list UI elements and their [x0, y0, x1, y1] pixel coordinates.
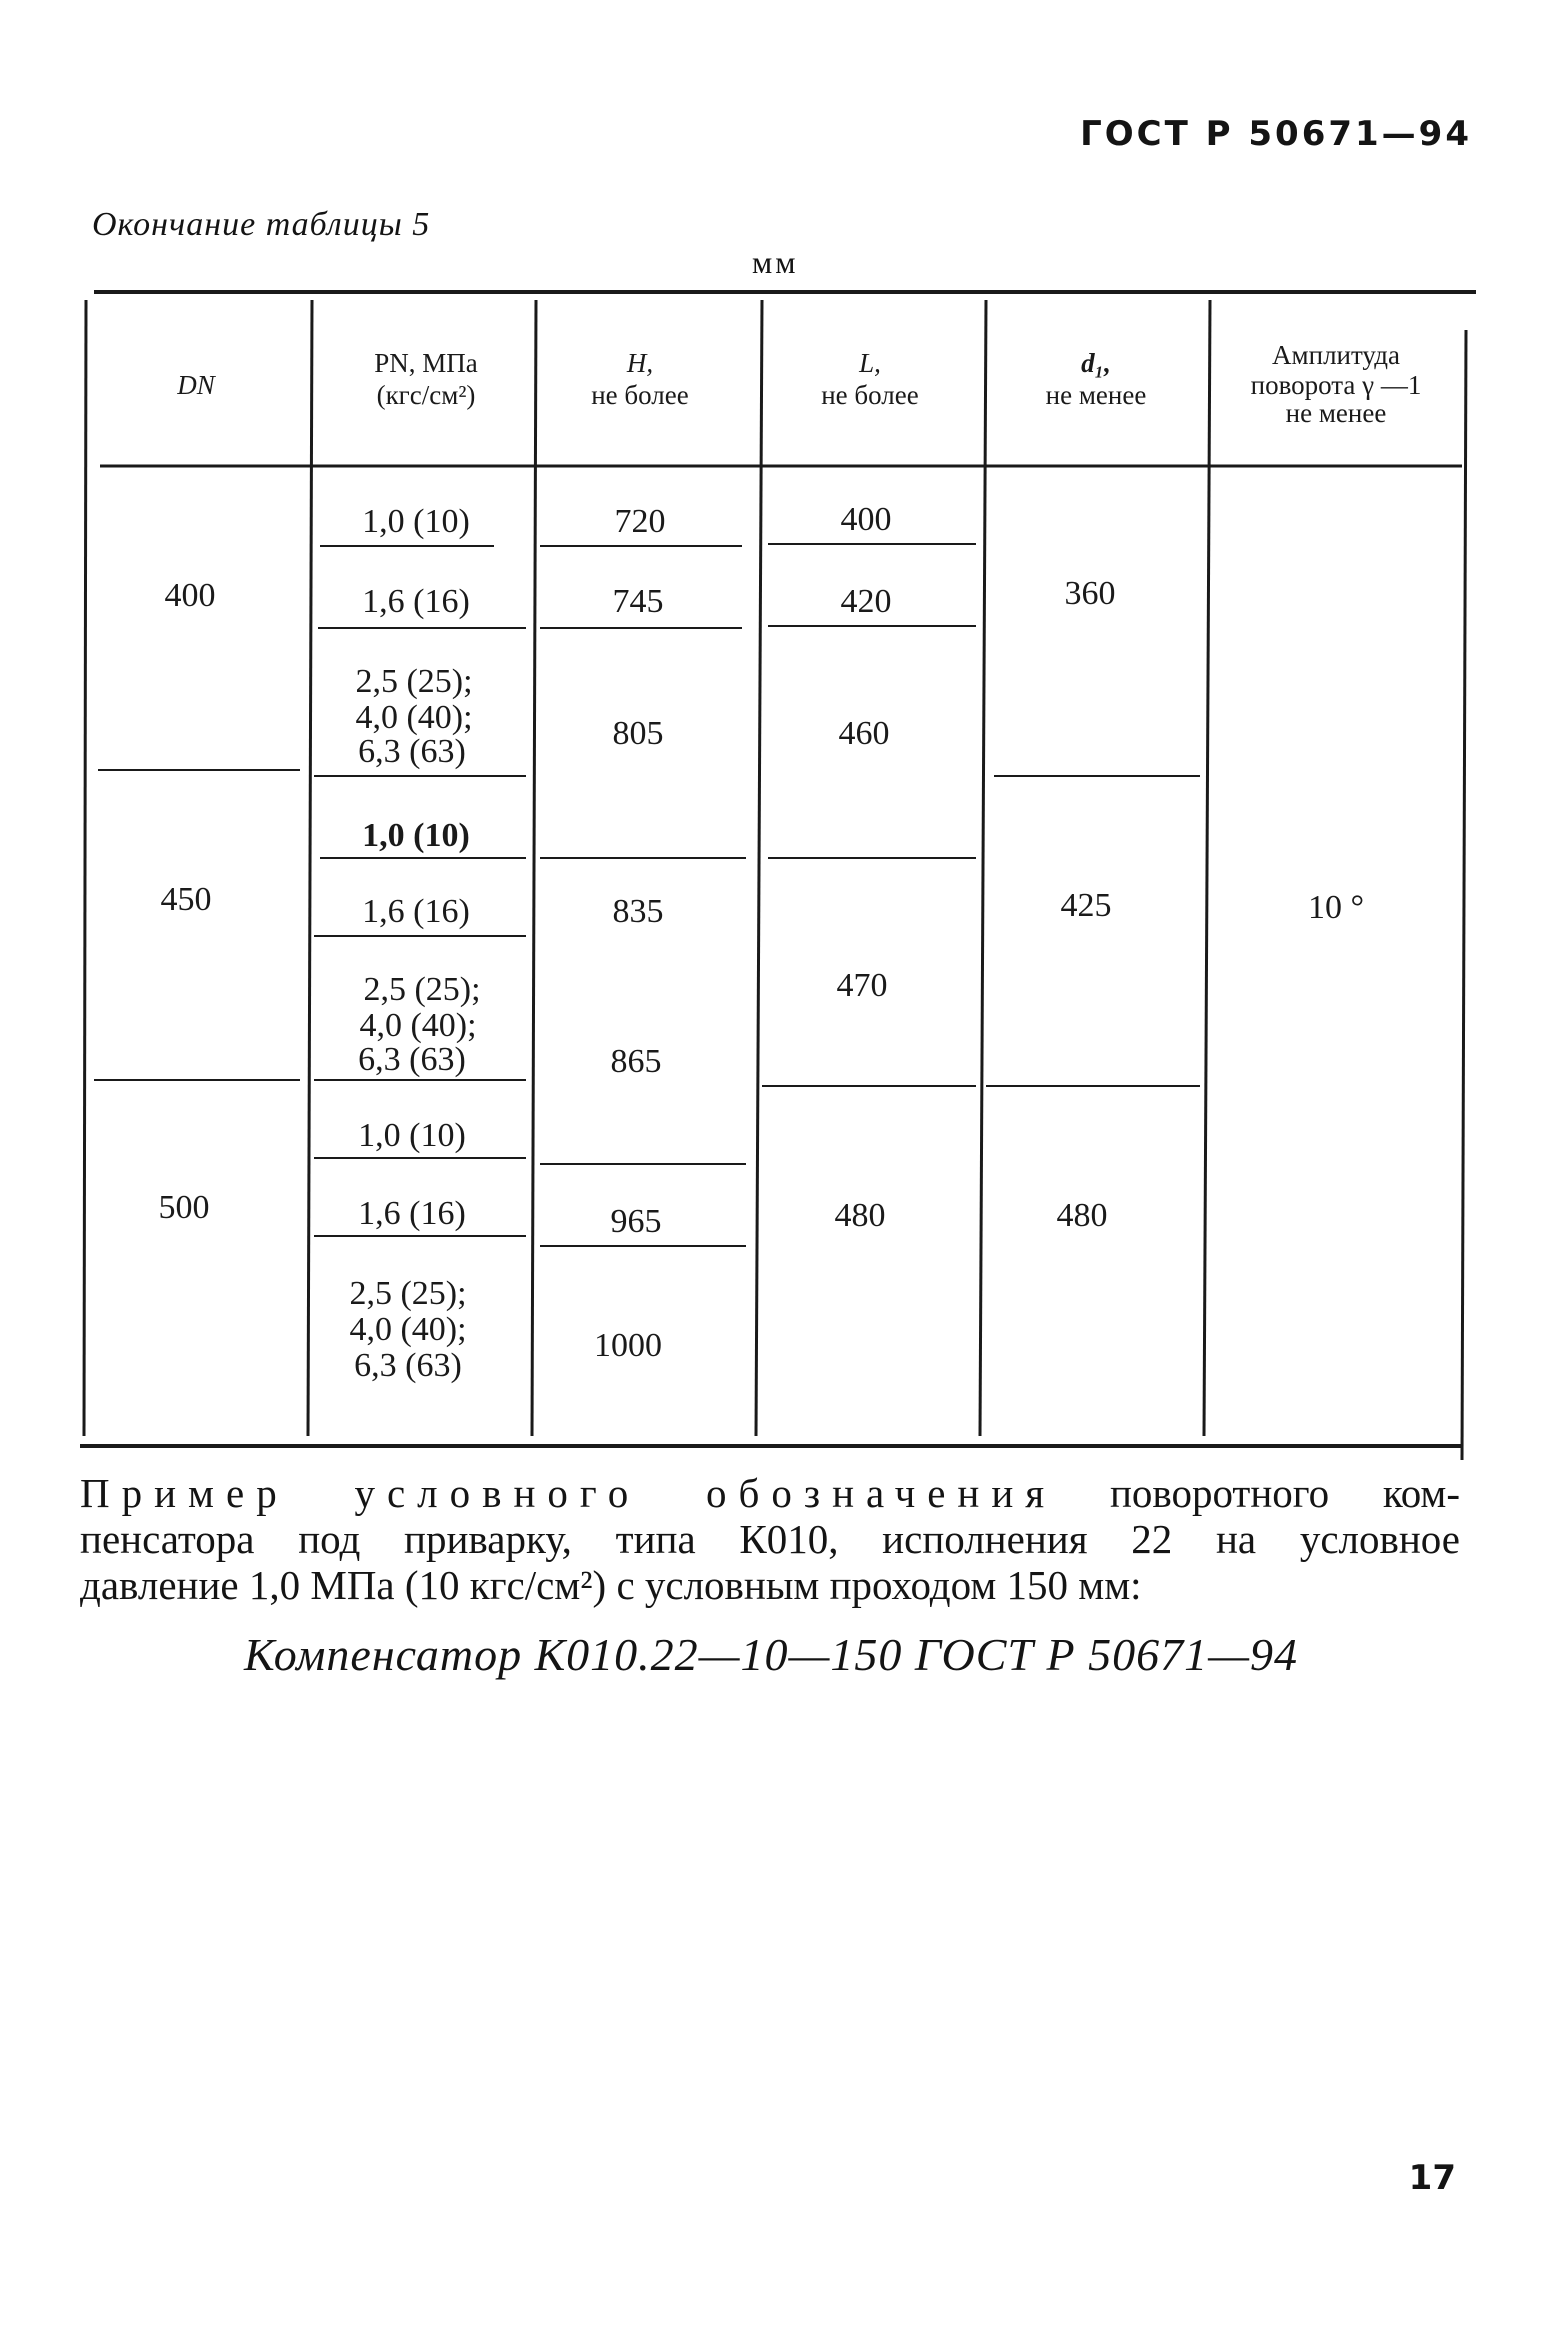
designation-example: Компенсатор К010.22—10—150 ГОСТ Р 50671—94 [244, 1629, 1298, 1680]
table-rules [80, 292, 1476, 1460]
paragraph-spaced-text: Пример условного обозначения [80, 1470, 1057, 1516]
header-pn-line2: (кгс/см²) [376, 380, 476, 410]
col-sep-3 [756, 300, 762, 1436]
l-cell: 460 [838, 715, 890, 752]
pn-cell: 6,3 (63) [354, 1347, 462, 1384]
document-code-header: ГОСТ Р 50671—94 [1080, 114, 1472, 154]
header-pn-line1: PN, МПа [374, 348, 478, 378]
h-cell: 835 [612, 893, 664, 930]
l-cell: 470 [836, 967, 888, 1004]
d1-cell: 360 [1064, 575, 1116, 612]
h-column [594, 503, 666, 1364]
unit-label: мм [752, 244, 799, 280]
pn-cell: 1,6 (16) [358, 1195, 466, 1232]
right-border [1462, 330, 1466, 1460]
l-cell: 420 [840, 583, 892, 620]
table-caption: Окончание таблицы 5 [92, 206, 431, 243]
header-d1-line2: не менее [1045, 380, 1147, 410]
l-cell: 480 [834, 1197, 886, 1234]
designation-paragraph [80, 1470, 1460, 1608]
header-amp-line2: поворота γ —1 [1250, 370, 1422, 400]
l-cell: 400 [840, 501, 892, 538]
paragraph-line: пенсатора под приварку, типа К010, исполнения 22 на условное [80, 1516, 1460, 1562]
paragraph-line: давление 1,0 МПа (10 кгс/см²) с условным проходом 150 мм: [80, 1562, 1142, 1608]
col-sep-4 [980, 300, 986, 1436]
pn-cell: 6,3 (63) [358, 1041, 466, 1078]
col-sep-1 [308, 300, 312, 1436]
d1-cell: 480 [1056, 1197, 1108, 1234]
dn-column [159, 577, 216, 1226]
header-l-line2: не более [821, 380, 919, 410]
header-dn: DN [177, 370, 215, 400]
pn-cell: 4,0 (40); [359, 1007, 477, 1044]
pn-cell: 2,5 (25); [349, 1275, 467, 1312]
header-d1-line1: d₁, [1081, 348, 1111, 378]
table-header [176, 340, 1421, 428]
pn-cell: 2,5 (25); [355, 663, 473, 700]
pn-cell: 1,0 (10) [362, 817, 470, 854]
dn-cell: 500 [158, 1189, 210, 1226]
h-cell: 805 [612, 715, 664, 752]
pn-cell: 2,5 (25); [363, 971, 481, 1008]
dn-cell: 400 [164, 577, 216, 614]
page-number: 17 [1408, 2158, 1456, 2198]
l-column [835, 501, 892, 1234]
h-cell: 1000 [594, 1327, 662, 1364]
h-cell: 745 [612, 583, 664, 620]
header-h-line1: H, [626, 348, 654, 378]
pn-cell: 1,0 (10) [362, 503, 470, 540]
col-sep-2 [532, 300, 536, 1436]
h-cell: 720 [614, 503, 666, 540]
paragraph-line [80, 1470, 1460, 1516]
paragraph-text: поворотного ком- [1109, 1470, 1461, 1516]
pn-cell: 1,6 (16) [362, 893, 470, 930]
header-amp-line3: не менее [1285, 398, 1387, 428]
d1-column [1057, 575, 1116, 1234]
col-sep-5 [1204, 300, 1210, 1436]
pn-cell: 1,0 (10) [358, 1117, 466, 1154]
pn-cell: 4,0 (40); [355, 699, 473, 736]
d1-cell: 425 [1060, 887, 1112, 924]
left-border [84, 300, 86, 1436]
header-amp-line1: Амплитуда [1272, 340, 1400, 370]
h-cell: 965 [610, 1203, 662, 1240]
pn-cell: 6,3 (63) [358, 733, 466, 770]
amplitude-cell: 10 ° [1307, 889, 1365, 926]
dn-cell: 450 [160, 881, 212, 918]
header-l-line1: L, [859, 348, 881, 378]
h-cell: 865 [610, 1043, 662, 1080]
header-h-line2: не более [591, 380, 689, 410]
pn-cell: 1,6 (16) [362, 583, 470, 620]
pn-cell: 4,0 (40); [349, 1311, 467, 1348]
pn-column [349, 503, 480, 1384]
